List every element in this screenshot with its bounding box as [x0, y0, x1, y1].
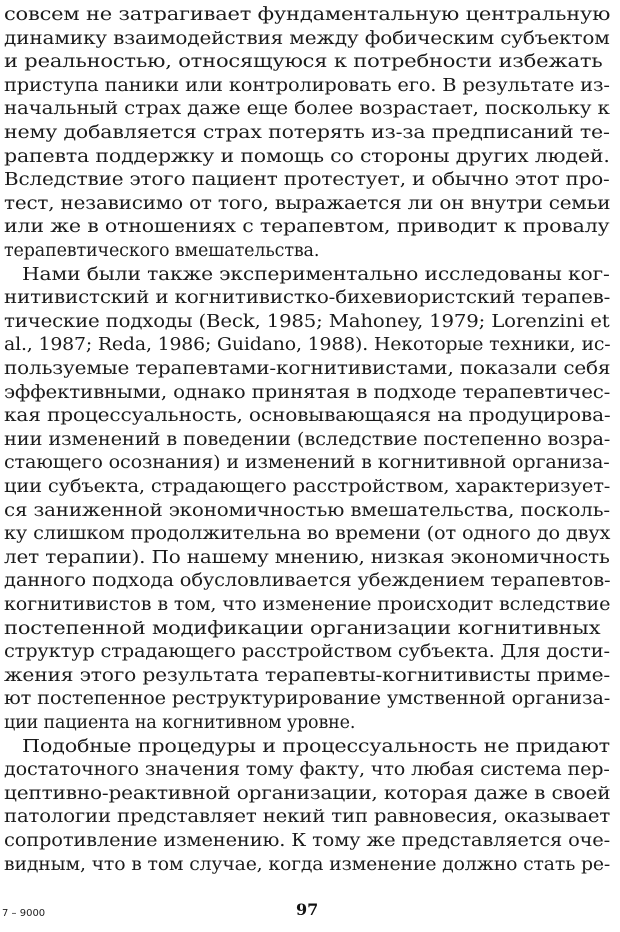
printer-signature-mark: 7 – 9000: [2, 908, 46, 919]
text-line: динамику взаимодействия между фобическим субъектом: [4, 28, 610, 49]
text-line: ся заниженной экономичностью вмешательства, посколь-: [4, 500, 610, 521]
text-line: ют постепенное реструктурирование умственной организа-: [4, 689, 611, 710]
text-line: ции пациента на когнитивном уровне.: [4, 713, 356, 733]
text-line: постепенной модификации организации когнитивных: [4, 618, 601, 639]
text-line: тест, независимо от того, выражается ли он внутри семьи: [4, 193, 611, 214]
text-line: данного подхода обусловливается убеждением терапевтов-: [4, 571, 611, 592]
text-line: начальный страх даже еще более возрастает, поскольку к: [4, 99, 610, 120]
text-line: структур страдающего расстройством субъекта. Для дости-: [4, 642, 610, 663]
text-line: жения этого результата терапевты-когнитивисты приме-: [4, 665, 611, 686]
text-line: сопротивление изменению. К тому же представляется оче-: [4, 831, 611, 851]
page-number: 97: [296, 900, 319, 919]
text-line: видным, что в том случае, когда изменение должно стать ре-: [4, 854, 611, 875]
text-line: или же в отношениях с терапевтом, приводит к провалу: [4, 217, 610, 238]
text-line: кая процессуальность, основывающаяся на продуцирова-: [4, 406, 611, 427]
text-line: эффективными, однако принятая в подходе терапевтичес-: [4, 382, 611, 403]
text-line: терапевтического вмешательства.: [4, 241, 320, 261]
text-line: совсем не затрагивает фундаментальную центральную: [4, 5, 611, 25]
text-line: рапевта поддержку и помощь со стороны других людей.: [4, 146, 610, 167]
text-line: нитивистский и когнитивистко-бихевиористский терапев-: [4, 288, 611, 309]
text-line: al., 1987; Reda, 1986; Guidano, 1988). Некоторые техники, ис-: [4, 335, 611, 356]
text-line: ции субъекта, страдающего расстройством, характеризует-: [4, 477, 611, 497]
text-line: патологии представляет некий тип равновесия, оказывает: [4, 807, 611, 828]
text-line: нему добавляется страх потерять из-за предписаний те-: [4, 123, 610, 143]
text-line: цептивно-реактивной организации, которая даже в своей: [4, 783, 611, 804]
text-line: приступа паники или контролировать его. В результате из-: [4, 75, 610, 96]
text-line: достаточного значения тому факту, что любая система пер-: [4, 760, 610, 781]
text-line: когнитивистов в том, что изменение происходит вследствие: [4, 595, 611, 615]
text-line: Подобные процедуры и процессуальность не придают: [22, 736, 610, 757]
text-line: нии изменений в поведении (вследствие постепенно возра-: [4, 429, 611, 450]
text-line: стающего осознания) и изменений в когнитивной организа-: [4, 453, 610, 474]
text-line: Нами были также экспериментально исследованы ког-: [22, 264, 610, 285]
text-line: Вследствие этого пациент протестует, и обычно этот про-: [4, 170, 610, 191]
text-line: и реальностью, относящуюся к потребности избежать: [4, 52, 603, 73]
text-line: ку слишком продолжительна во времени (от одного до двух: [4, 524, 611, 545]
text-line: лет терапии). По нашему мнению, низкая экономичность: [4, 547, 610, 568]
text-line: тические подходы (Beck, 1985; Mahoney, 1979; Lorenzini et: [4, 311, 610, 332]
text-line: пользуемые терапевтами-когнитивистами, показали себя: [4, 359, 611, 379]
